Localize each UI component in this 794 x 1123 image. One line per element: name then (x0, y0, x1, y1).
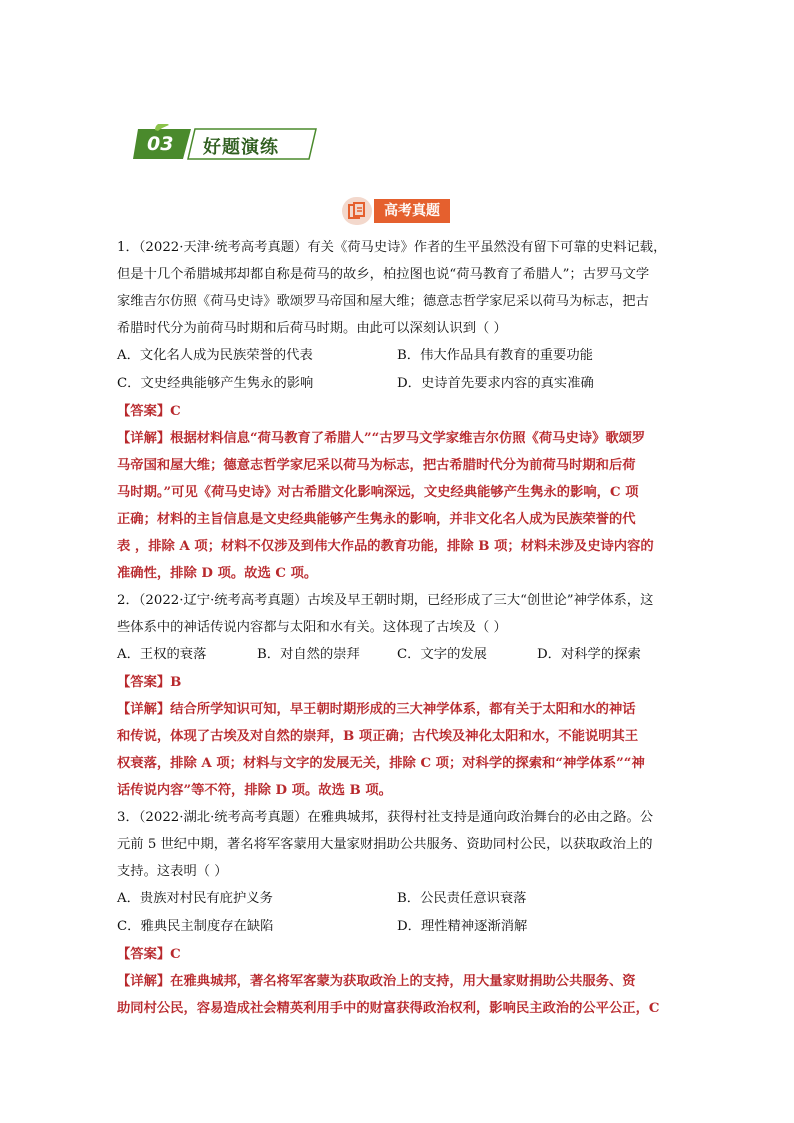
option-b[interactable]: B．伟大作品具有教育的重要功能 (397, 348, 593, 363)
option-a[interactable]: A．文化名人成为民族荣誉的代表 (117, 348, 313, 363)
option-d[interactable]: D．对科学的探索 (537, 647, 641, 662)
explanation-line: 准确性，排除 D 项。故选 C 项。 (117, 566, 318, 581)
section-header (342, 197, 460, 225)
option-d[interactable]: D．理性精神逐渐消解 (397, 919, 528, 934)
option-a[interactable]: A．贵族对村民有庇护义务 (117, 891, 273, 906)
question-text-line: 1．（2022·天津·统考高考真题）有关《荷马史诗》作者的生平虽然没有留下可靠的史料记载， (117, 240, 667, 255)
option-b[interactable]: B．公民责任意识衰落 (397, 891, 527, 906)
question-text-line: 家维吉尔仿照《荷马史诗》歌颂罗马帝国和屋大维；德意志哲学家尼采以荷马为标志，把古 (117, 294, 649, 309)
question-1 (117, 234, 677, 587)
question-text-line: 支持。这表明（ ） (117, 864, 228, 879)
explanation-line: 【详解】在雅典城邦，著名将军客蒙为获取政治上的支持，用大量家财捐助公共服务、资 (117, 974, 636, 989)
question-text-line: 3．（2022·湖北·统考高考真题）在雅典城邦，获得村社支持是通向政治舞台的必由之路。公 (117, 810, 654, 825)
option-a[interactable]: A．王权的衰落 (117, 647, 207, 662)
question-3 (117, 804, 677, 1022)
question-text-line: 希腊时代分为前荷马时期和后荷马时期。由此可以深刻认识到（ ） (117, 321, 507, 336)
explanation-line: 助同村公民，容易造成社会精英利用手中的财富获得政治权利，影响民主政治的公平公正，C (117, 1001, 660, 1016)
question-2 (117, 587, 677, 804)
explanation-line: 话传说内容”等不符，排除 D 项。故选 B 项。 (117, 783, 392, 798)
banner-number: 03 (147, 133, 174, 155)
question-text-line: 2．（2022·辽宁·统考高考真题）古埃及早王朝时期，已经形成了三大“创世论”神学体系，这 (117, 593, 654, 608)
questions-content (117, 234, 677, 1022)
option-b[interactable]: B．对自然的崇拜 (257, 647, 360, 662)
options-row (117, 913, 677, 941)
option-d[interactable]: D．史诗首先要求内容的真实准确 (397, 376, 594, 391)
question-text-line: 元前 5 世纪中期，著名将军客蒙用大量家财捐助公共服务、资助同村公民，以获取政治上的 (117, 837, 653, 852)
explanation-line: 权衰落，排除 A 项；材料与文字的发展无关，排除 C 项；对科学的探索和“神学体系”“神 (117, 756, 645, 771)
option-c[interactable]: C．文字的发展 (397, 647, 487, 662)
explanation-line: 和传说，体现了古埃及对自然的崇拜，B 项正确；古代埃及神化太阳和水，不能说明其王 (117, 729, 639, 744)
banner-title: 好题演练 (203, 137, 279, 158)
explanation-line: 【详解】根据材料信息“荷马教育了希腊人”“古罗马文学家维吉尔仿照《荷马史诗》歌颂罗 (117, 431, 646, 446)
answer-label: 【答案】B (117, 675, 182, 690)
options-row (117, 342, 677, 370)
explanation-line: 【详解】结合所学知识可知，早王朝时期形成的三大神学体系，都有关于太阳和水的神话 (117, 702, 636, 717)
question-text-line: 些体系中的神话传说内容都与太阳和水有关。这体现了古埃及（ ） (117, 620, 507, 635)
answer-label: 【答案】C (117, 947, 181, 962)
explanation-line: 正确；材料的主旨信息是文史经典能够产生隽永的影响，并非文化名人成为民族荣誉的代 (117, 512, 636, 527)
options-row (117, 641, 677, 669)
question-text-line: 但是十几个希腊城邦却都自称是荷马的故乡，柏拉图也说“荷马教育了希腊人”；古罗马文学 (117, 267, 650, 282)
option-c[interactable]: C．雅典民主制度存在缺陷 (117, 919, 274, 934)
explanation-line: 马帝国和屋大维；德意志哲学家尼采以荷马为标志，把古希腊时代分为前荷马时期和后荷 (117, 458, 636, 473)
section-banner (133, 124, 318, 164)
document-copy-icon (342, 197, 372, 225)
options-row (117, 370, 677, 398)
answer-label: 【答案】C (117, 404, 181, 419)
explanation-line: 马时期。”可见《荷马史诗》对古希腊文化影响深远，文史经典能够产生隽永的影响，C 项 (117, 485, 639, 500)
explanation-line: 表 ，排除 A 项；材料不仅涉及到伟大作品的教育功能，排除 B 项；材料未涉及史诗内容的 (117, 539, 654, 554)
section-label: 高考真题 (374, 199, 450, 223)
options-row (117, 885, 677, 913)
option-c[interactable]: C．文史经典能够产生隽永的影响 (117, 376, 314, 391)
